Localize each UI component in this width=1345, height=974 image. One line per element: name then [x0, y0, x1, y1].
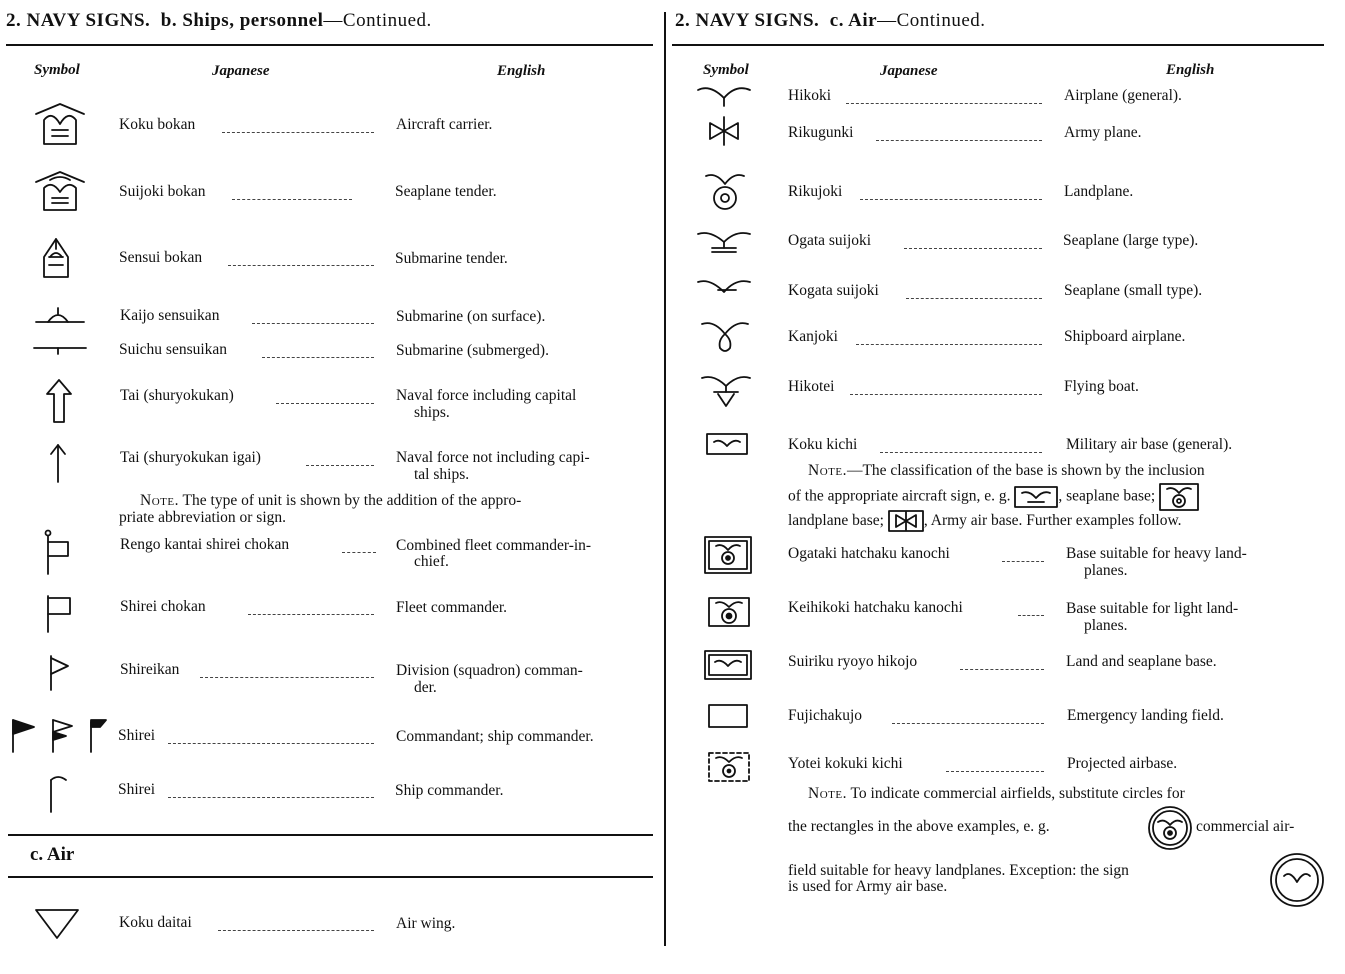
leader-dots	[876, 140, 1042, 141]
left-page-header	[6, 10, 432, 32]
leader-dots	[252, 323, 374, 324]
submarine-submerged-icon	[32, 340, 88, 356]
landplane-base-example-icon	[1159, 483, 1199, 511]
leader-dots	[856, 344, 1042, 345]
leader-dots	[1002, 561, 1044, 562]
leader-dots	[850, 394, 1042, 395]
row-japanese: Rikugunki	[788, 124, 854, 141]
column-header-english: English	[497, 63, 546, 79]
leader-dots	[222, 132, 374, 133]
header-rule	[672, 44, 1324, 46]
row-english: Projected airbase.	[1067, 755, 1178, 772]
row-english: Shipboard airplane.	[1064, 328, 1186, 345]
header-continued: —Continued.	[877, 10, 986, 31]
row-japanese: Shireikan	[120, 661, 180, 678]
row-japanese: Hikotei	[788, 378, 835, 395]
leader-dots	[168, 797, 374, 798]
army-air-base-example-icon	[888, 510, 924, 532]
air-base-icon	[706, 432, 748, 456]
triangle-down-icon	[32, 906, 82, 942]
column-header-english: English	[1166, 62, 1215, 78]
row-english: Commandant; ship commander.	[396, 728, 594, 745]
row-english: Airplane (general).	[1064, 87, 1182, 104]
note-text: , Army air base. Further examples follow.	[923, 512, 1182, 529]
leader-dots	[1018, 615, 1044, 616]
row-english-continued: planes.	[1084, 562, 1128, 579]
leader-dots	[306, 465, 374, 466]
row-japanese: Koku daitai	[119, 914, 192, 931]
note-text: The type of unit is shown by the addition of the appro-	[178, 492, 522, 509]
row-english: Landplane.	[1064, 183, 1134, 200]
header-section: c. Air	[829, 10, 878, 31]
airplane-icon	[696, 82, 754, 108]
leader-dots	[906, 298, 1042, 299]
leader-dots	[880, 452, 1042, 453]
right-page-header	[675, 10, 986, 32]
row-japanese: Koku kichi	[788, 436, 858, 453]
right-note-1-line2	[788, 483, 1199, 511]
commercial-airfield-example-icon	[1146, 806, 1194, 850]
row-english: Emergency landing field.	[1067, 707, 1224, 724]
row-english-continued: tal ships.	[414, 466, 470, 483]
seaplane-tender-icon	[30, 168, 90, 216]
column-divider	[664, 12, 666, 946]
note-label: Note.	[808, 785, 847, 802]
header-continued: —Continued.	[323, 10, 432, 31]
row-japanese: Ogataki hatchaku kanochi	[788, 545, 950, 562]
row-japanese: Fujichakujo	[788, 707, 863, 724]
row-english-continued: der.	[414, 679, 437, 696]
arrow-up-icon	[46, 442, 70, 484]
row-english: Flying boat.	[1064, 378, 1139, 395]
row-japanese: Sensui bokan	[119, 249, 203, 266]
leader-dots	[200, 677, 374, 678]
note-text: commercial air-	[1196, 818, 1295, 835]
row-japanese: Suichu sensuikan	[119, 341, 228, 358]
row-english: Submarine (submerged).	[396, 342, 549, 359]
aircraft-carrier-icon	[30, 100, 90, 150]
leader-dots	[846, 103, 1042, 104]
row-english: Fleet commander.	[396, 599, 508, 616]
note-label: Note.	[140, 492, 179, 509]
ship-commander-flag-icon	[46, 772, 76, 814]
row-japanese: Suiriku ryoyo hikojo	[788, 653, 918, 670]
shipboard-airplane-icon	[698, 318, 752, 356]
note-text: —The classification of the base is shown by the inclusion	[846, 462, 1205, 479]
header-title: 2. NAVY SIGNS.	[6, 10, 151, 31]
emergency-field-icon	[708, 704, 750, 730]
section-rule	[8, 834, 653, 836]
row-english-continued: ships.	[414, 404, 450, 421]
row-english: Submarine tender.	[395, 250, 508, 267]
submarine-surface-icon	[34, 304, 86, 328]
row-japanese: Tai (shuryokukan)	[120, 387, 234, 404]
pennant-flag-icon	[46, 654, 76, 692]
fleet-flag-icon	[42, 594, 76, 634]
double-arrow-up-icon	[44, 378, 74, 424]
right-note-1	[808, 458, 1205, 483]
light-base-icon	[708, 597, 750, 627]
row-english: Division (squadron) comman-	[396, 662, 583, 679]
row-english: Ship commander.	[395, 782, 504, 799]
right-note-1-line3	[788, 508, 1182, 533]
note-text: landplane base;	[788, 512, 884, 529]
note-text: To indicate commercial airfields, substitute circles for	[846, 785, 1185, 802]
note-text: of the appropriate aircraft sign, e. g.	[788, 487, 1011, 505]
commandant-flags-icon	[8, 716, 108, 756]
leader-dots	[860, 199, 1042, 200]
column-header-symbol: Symbol	[703, 62, 749, 78]
row-english: Submarine (on surface).	[396, 308, 546, 325]
row-english: Combined fleet commander-in-	[396, 537, 592, 554]
row-english: Naval force not including capi-	[396, 449, 590, 466]
column-header-japanese: Japanese	[212, 63, 270, 79]
row-english: Air wing.	[396, 915, 456, 932]
header-section: b. Ships, personnel	[160, 10, 324, 31]
row-english: Seaplane (small type).	[1064, 282, 1203, 299]
column-header-japanese: Japanese	[880, 63, 938, 79]
leader-dots	[168, 743, 374, 744]
leader-dots	[262, 357, 374, 358]
flying-boat-icon	[698, 372, 754, 408]
leader-dots	[232, 199, 352, 200]
leader-dots	[892, 723, 1044, 724]
row-english: Aircraft carrier.	[396, 116, 493, 133]
column-header-symbol: Symbol	[34, 62, 80, 78]
leader-dots	[904, 248, 1042, 249]
row-english: Naval force including capital	[396, 387, 577, 404]
leader-dots	[960, 669, 1044, 670]
leader-dots	[218, 930, 374, 931]
leader-dots	[228, 265, 374, 266]
row-japanese: Kanjoki	[788, 328, 838, 345]
row-english: Seaplane (large type).	[1063, 232, 1199, 249]
row-japanese: Tai (shuryokukan igai)	[120, 449, 261, 466]
note-text: field suitable for heavy landplanes. Exception: the sign	[788, 862, 1129, 879]
seaplane-small-icon	[696, 276, 754, 300]
row-japanese: Rengo kantai shirei chokan	[120, 536, 290, 553]
note-label: Note.	[808, 462, 847, 479]
row-japanese: Rikujoki	[788, 183, 843, 200]
row-japanese: Koku bokan	[119, 116, 196, 133]
header-rule	[6, 44, 653, 46]
seaplane-base-example-icon	[1014, 485, 1058, 509]
leader-dots	[276, 403, 374, 404]
note-text-continued: priate abbreviation or sign.	[119, 509, 287, 526]
row-english: Base suitable for light land-	[1066, 600, 1239, 617]
row-english: Army plane.	[1064, 124, 1142, 141]
leader-dots	[946, 771, 1044, 772]
note-text: , seaplane base;	[1058, 487, 1156, 505]
air-section-header: c. Air	[30, 844, 75, 865]
row-japanese: Kogata suijoki	[788, 282, 879, 299]
projected-base-icon	[708, 752, 750, 782]
header-title: 2. NAVY SIGNS.	[675, 10, 820, 31]
row-english: Land and seaplane base.	[1066, 653, 1217, 670]
row-english-continued: planes.	[1084, 617, 1128, 634]
land-sea-base-icon	[704, 650, 752, 680]
row-english: Base suitable for heavy land-	[1066, 545, 1247, 562]
row-english-continued: chief.	[414, 553, 449, 570]
submarine-tender-icon	[40, 235, 80, 281]
section-rule	[8, 876, 653, 878]
seaplane-large-icon	[696, 228, 754, 256]
row-japanese: Shirei	[118, 727, 156, 744]
row-japanese: Yotei kokuki kichi	[788, 755, 903, 772]
row-english: Military air base (general).	[1066, 436, 1233, 453]
note-text: the rectangles in the above examples, e. g.	[788, 818, 1050, 835]
army-plane-icon	[704, 115, 744, 147]
heavy-base-icon	[704, 536, 752, 574]
right-note-2	[808, 781, 1185, 806]
landplane-icon	[700, 170, 750, 212]
row-japanese: Shirei	[118, 781, 156, 798]
note-text: is used for Army air base.	[788, 878, 948, 895]
row-japanese: Shirei chokan	[120, 598, 206, 615]
row-japanese: Hikoki	[788, 87, 832, 104]
row-english: Seaplane tender.	[395, 183, 497, 200]
row-japanese: Suijoki bokan	[119, 183, 206, 200]
combined-fleet-flag-icon	[40, 528, 74, 576]
leader-dots	[342, 552, 376, 553]
row-japanese: Kaijo sensuikan	[120, 307, 220, 324]
army-air-base-circle-icon	[1268, 852, 1326, 908]
row-japanese: Ogata suijoki	[788, 232, 872, 249]
row-japanese: Keihikoki hatchaku kanochi	[788, 599, 963, 616]
leader-dots	[248, 614, 374, 615]
